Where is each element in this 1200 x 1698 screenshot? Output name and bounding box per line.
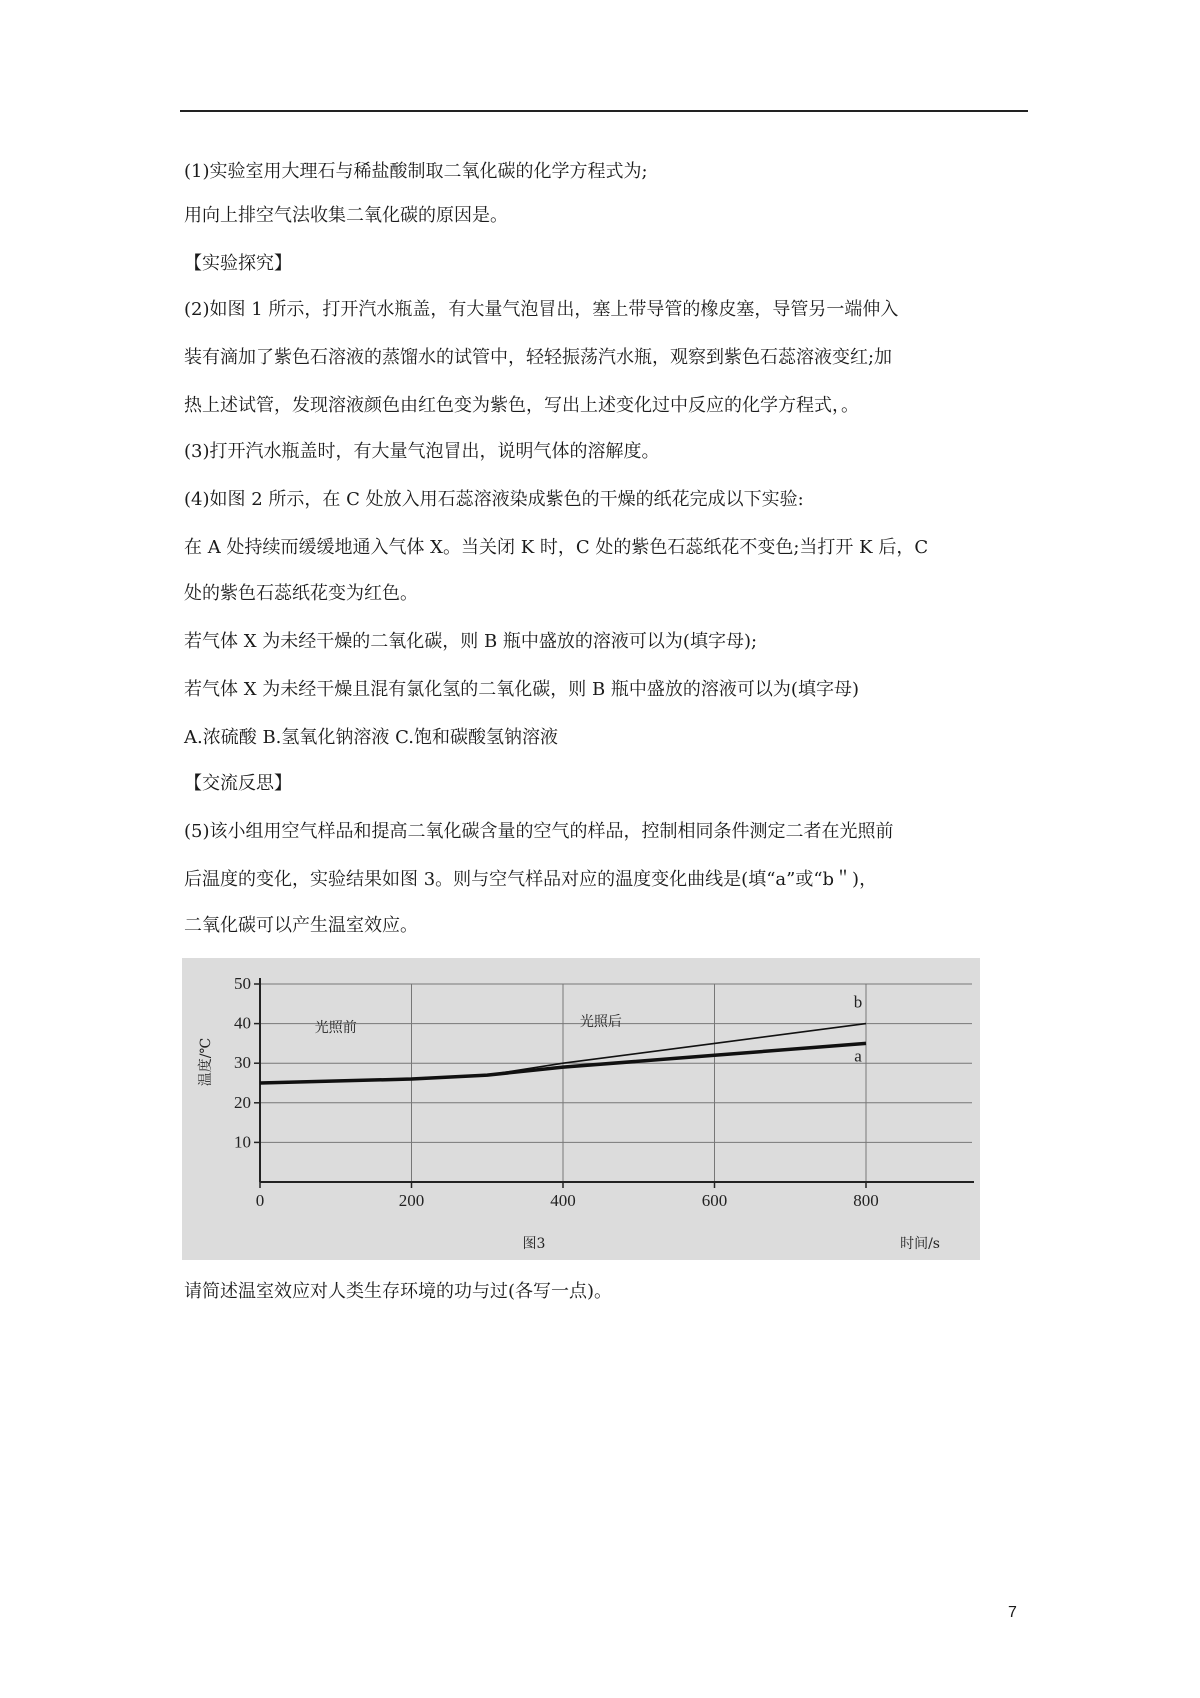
question-4-line-4: 若气体 X 为未经干燥的二氧化碳，则 B 瓶中盛放的溶液可以为(填字母); (184, 631, 758, 652)
x-axis-label: 时间/s (900, 1236, 940, 1252)
y-tick-label: 20 (234, 1092, 251, 1112)
y-tick-label: 10 (234, 1132, 251, 1152)
question-2-line-1: (2)如图 1 所示，打开汽水瓶盖，有大量气泡冒出，塞上带导管的橡皮塞，导管另一端伸入 (184, 299, 899, 320)
y-axis-label: 温度/℃ (198, 1037, 214, 1087)
x-tick-label: 600 (701, 1191, 728, 1210)
question-4-options: A.浓硫酸 B.氢氧化钠溶液 C.饱和碳酸氢钠溶液 (184, 727, 558, 748)
question-4-line-2: 在 A 处持续而缓缓地通入气体 X。当关闭 K 时，C 处的紫色石蕊纸花不变色;当打开 K 后，C (184, 537, 929, 558)
question-4-line-3: 处的紫色石蕊纸花变为红色。 (184, 583, 418, 604)
annotation-before-light: 光照前 (314, 1020, 357, 1036)
question-4-line-5: 若气体 X 为未经干燥且混有氯化氢的二氧化碳，则 B 瓶中盛放的溶液可以为(填字母) (184, 679, 859, 700)
question-5-line-3: 二氧化碳可以产生温室效应。 (184, 915, 418, 936)
question-5-line-1: (5)该小组用空气样品和提高二氧化碳含量的空气的样品，控制相同条件测定二者在光照前 (184, 821, 894, 842)
figure-3-chart (182, 958, 980, 1260)
y-tick-label: 50 (234, 974, 251, 993)
annotation-after-light: 光照后 (579, 1014, 622, 1030)
x-tick-label: 0 (255, 1191, 265, 1210)
section-heading-reflection: 【交流反思】 (184, 773, 292, 794)
series-label-b: b (853, 992, 863, 1012)
question-2-line-2: 装有滴加了紫色石溶液的蒸馏水的试管中，轻轻振荡汽水瓶，观察到紫色石蕊溶液变红;加 (184, 347, 893, 368)
question-2-line-3: 热上述试管，发现溶液颜色由红色变为紫色，写出上述变化过中反应的化学方程式，。 (184, 395, 859, 416)
question-5-line-2: 后温度的变化，实验结果如图 3。则与空气样品对应的温度变化曲线是(填“a”或“b＂)， (184, 869, 878, 890)
chart-title: 图3 (522, 1236, 546, 1252)
series-label-a: a (854, 1046, 862, 1066)
page-number: 7 (1008, 1604, 1017, 1621)
x-tick-label: 400 (550, 1191, 576, 1210)
question-5-followup: 请简述温室效应对人类生存环境的功与过(各写一点)。 (184, 1281, 613, 1302)
x-tick-label: 200 (398, 1191, 425, 1210)
chart-svg (182, 958, 980, 1260)
section-heading-experiment: 【实验探究】 (184, 253, 292, 274)
x-tick-label: 800 (853, 1191, 879, 1210)
question-1-line-1: (1)实验室用大理石与稀盐酸制取二氧化碳的化学方程式为; (184, 161, 648, 182)
question-4-line-1: (4)如图 2 所示，在 C 处放入用石蕊溶液染成紫色的干燥的纸花完成以下实验: (184, 489, 804, 510)
header-rule (180, 110, 1028, 112)
y-tick-label: 40 (234, 1013, 251, 1033)
y-tick-label: 30 (234, 1053, 251, 1073)
question-1-line-2: 用向上排空气法收集二氧化碳的原因是。 (184, 205, 508, 226)
question-3-line-1: (3)打开汽水瓶盖时，有大量气泡冒出，说明气体的溶解度。 (184, 441, 660, 462)
